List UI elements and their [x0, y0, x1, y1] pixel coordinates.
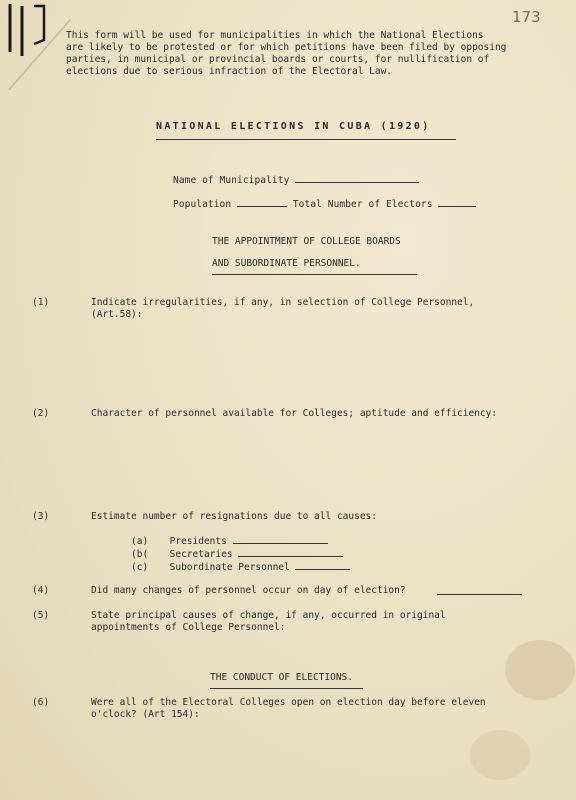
- stain: [470, 730, 530, 780]
- question-number: (6): [32, 697, 50, 708]
- question-blank: [437, 594, 522, 595]
- intro-text: This form will be used for municipalities in which the National Elections are likely to be protested or for which petitions have been filed by opposing parties, in municipal or provincial boards or courts, for nullification of elections due to serious infraction of the Electoral Law.: [66, 30, 507, 77]
- question-number: (5): [32, 610, 50, 621]
- question-text: State principal causes of change, if any, occurred in original appointments of College Personnel:: [91, 610, 446, 633]
- page-number: 173: [512, 8, 541, 26]
- resignation-row: [131, 560, 350, 573]
- section-heading-conduct: THE CONDUCT OF ELECTIONS.: [210, 672, 353, 683]
- question-text: Did many changes of personnel occur on day of election?: [91, 585, 406, 596]
- section-heading-personnel: AND SUBORDINATE PERSONNEL.: [212, 258, 361, 269]
- page-title: NATIONAL ELECTIONS IN CUBA (1920): [156, 121, 431, 132]
- section-heading-appointment: THE APPOINTMENT OF COLLEGE BOARDS: [212, 236, 401, 247]
- title-underline: [156, 139, 456, 140]
- resignation-blank: [233, 534, 328, 544]
- resignation-blank: [238, 547, 343, 557]
- municipality-field: [173, 173, 419, 187]
- municipality-blank: [295, 173, 419, 183]
- resignation-letter: (a): [131, 536, 149, 547]
- resignation-label: Presidents: [169, 536, 227, 547]
- section-underline: [212, 274, 417, 275]
- section-underline: [210, 688, 363, 689]
- resignation-label: Secretaries: [169, 549, 233, 560]
- resignation-letter: (c): [131, 562, 149, 573]
- municipality-label: Name of Municipality: [173, 175, 290, 186]
- question-number: (3): [32, 511, 50, 522]
- question-number: (4): [32, 585, 50, 596]
- population-blank: [237, 197, 287, 207]
- question-text: Estimate number of resignations due to all causes:: [91, 511, 377, 522]
- population-label: Population: [173, 199, 232, 210]
- question-text: Were all of the Electoral Colleges open on election day before eleven o'clock? (Art 154):: [91, 697, 486, 720]
- question-number: (2): [32, 408, 50, 419]
- question-text: Indicate irregularities, if any, in selection of College Personnel, (Art.58):: [91, 297, 475, 320]
- stain: [505, 640, 575, 700]
- resignation-label: Subordinate Personnel: [169, 562, 290, 573]
- electors-label: Total Number of Electors: [292, 199, 433, 210]
- resignation-row: [131, 534, 328, 547]
- resignation-row: [131, 547, 343, 560]
- resignation-letter: (b(: [131, 549, 149, 560]
- population-field: [173, 197, 476, 211]
- resignation-blank: [295, 560, 350, 570]
- question-text: Character of personnel available for Colleges; aptitude and efficiency:: [91, 408, 498, 419]
- question-number: (1): [32, 297, 50, 308]
- electors-blank: [438, 197, 476, 207]
